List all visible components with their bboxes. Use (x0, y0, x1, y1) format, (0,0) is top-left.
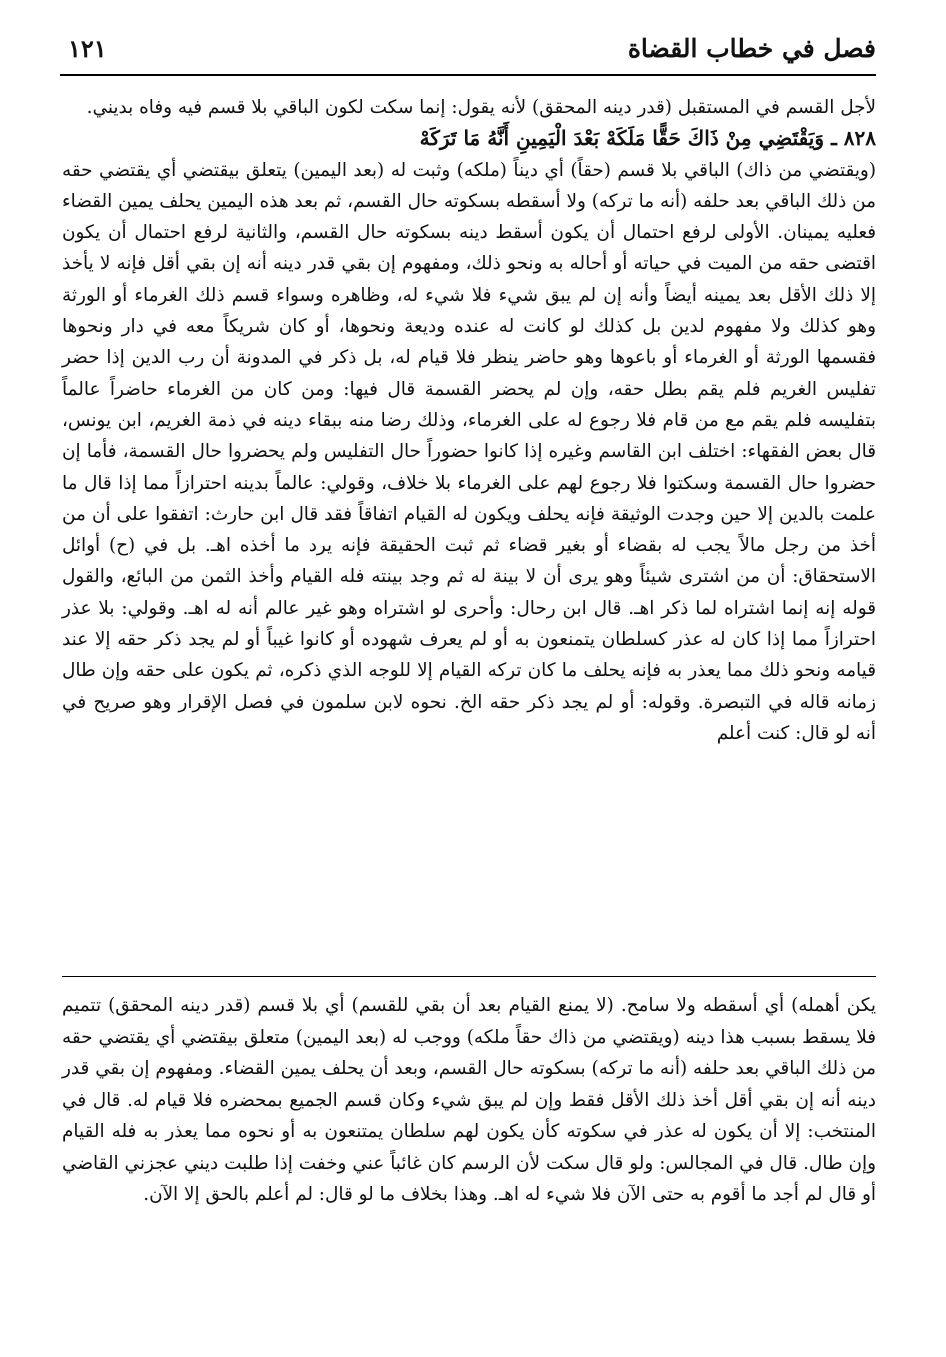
footnote-text: يكن أهمله) أي أسقطه ولا سامح. (لا يمنع القيام بعد أن بقي للقسم) أي بلا قسم (قدر دينه المحقق) تتميم فلا يسقط بسبب هذا دينه (ويقتضي من ذاك حقاً ملكه) ووجب له (بعد اليمين) متعلق بيقتضي أي يقتضي حقه من ذلك الباقي بعد حلفه (أنه ما تركه) بسكوته حال القسم، وبعد أن يحلف يمين القضاء. ومفهوم إن بقي قدر دينه أنه إن بقي أقل أخذ ذلك الأقل فقط وإن لم يبق شيء وكان قسم الجميع بمحضره فلا قيام له. قال في المنتخب: إلا أن يكون له عذر في سكوته كأن يكون لهم سلطان يمتنعون به أو نحوه مما يعذر به فله القيام وإن طال. قال في المجالس: ولو قال سكت لأن الرسم كان غائباً عني وخفت إذا طلبت ديني عجزني القاضي أو قال لم أجد ما أقوم به حتى الآن فلا شيء له اهـ. وهذا بخلاف ما لو قال: لم أعلم بالحق إلا الآن. (62, 995, 877, 1205)
page-header (60, 30, 876, 76)
paragraph-intro: لأجل القسم في المستقبل (قدر دينه المحقق) لأنه يقول: إنما سكت لكون الباقي بلا قسم فيه وفاه بديني. (86, 97, 876, 118)
main-text (62, 92, 876, 749)
chapter-title: فصل في خطاب القضاة (627, 34, 876, 63)
paragraph-commentary: (ويقتضي من ذاك) الباقي بلا قسم (حقاً) أي ديناً (ملكه) وثبت له (بعد اليمين) يتعلق بيقتضي أي يقتضي حقه من ذلك الباقي بعد حلفه (أنه ما تركه) ولا أسقطه بسكوته حال القسم، ثم بعد هذه اليمين يحلف يمين القضاء فعليه يمينان. الأولى لرفع احتمال أن يكون أسقط دينه بسكوته حال القسم، والثانية لرفع احتمال أن يكون اقتضى حقه من الميت في حياته أو أحاله به ونحو ذلك، ومفهوم إن بقي قدر دينه أنه إن بقي أقل فإنه لا يأخذ إلا ذلك الأقل بعد يمينه أيضاً وأنه إن لم يبق شيء فلا شيء له، وظاهره وسواء قسم ذلك الغرماء أو الورثة وهو كذلك ولا مفهوم لدين بل كذلك لو كانت له عنده وديعة ونحوها، أو كان شريكاً معه في دار ونحوها فقسمها الورثة أو الغرماء أو باعوها وهو حاضر ينظر فلا قيام له، بل ذكر في المدونة أن رب الدين إذا حضر تفليس الغريم فلم يقم بطل حقه، وإن لم يحضر القسمة قال فيها: ومن كان من الغرماء حاضراً عالماً بتفليسه فلم يقم مع من قام فلا رجوع له على الغرماء، وذلك رضا منه ببقاء دينه في ذمة الغريم، ابن يونس، قال بعض الفقهاء: اختلف ابن القاسم وغيره إذا كانوا حضوراً حال التفليس ولم يحضروا حال القسمة، فأما إن حضروا حال القسمة وسكتوا فلا رجوع لهم على الغرماء بلا خلاف، وقولي: عالماً بدينه احترازاً مما إذا قال ما علمت بالدين إلا حين وجدت الوثيقة فإنه يحلف ويكون له القيام اتفاقاً فقد قال ابن حارث: اتفقوا على أن من أخذ من رجل مالاً يجب له بقضاء أو بغير قضاء ثم ثبت الحقيقة فإنه يرد ما أخذه اهـ. بل في (ح) أوائل الاستحقاق: أن من اشترى شيئاً وهو يرى أن لا بينة له ثم وجد بينته فله القيام وأخذ الثمن من البائع، والقول قوله إنه إنما اشتراه لما ذكر اهـ. قال ابن رحال: وأحرى لو اشتراه وهو غير عالم أنه له اهـ. وقولي: بلا عذر احترازاً مما إذا كان له عذر كسلطان يتمنعون به أو لم يعرف شهوده أو كانوا غيباً أو لم يجد ذكر حقه إلا عند قيامه ونحو ذلك مما يعذر به فإنه يحلف ما كان تركه القيام إلا للوجه الذي ذكره، ثم يكون على حقه وإن طال زمانه قاله في التبصرة. وقوله: أو لم يجد ذكر حقه الخ. نحوه لابن سلمون في فصل الإقرار وهو صريح في أنه لو قال: كنت أعلم (62, 159, 876, 744)
page-number: ١٢١ (68, 34, 107, 63)
footnote-divider (62, 976, 876, 977)
verse-828: ٨٢٨ ـ وَيَقْتَضِي مِنْ ذَاكَ حَقًّا مَلَكَهْ بَعْدَ الْيَمِينِ أَنَّهُ مَا تَرَكَهْ (419, 126, 876, 151)
footnotes (62, 990, 876, 1211)
